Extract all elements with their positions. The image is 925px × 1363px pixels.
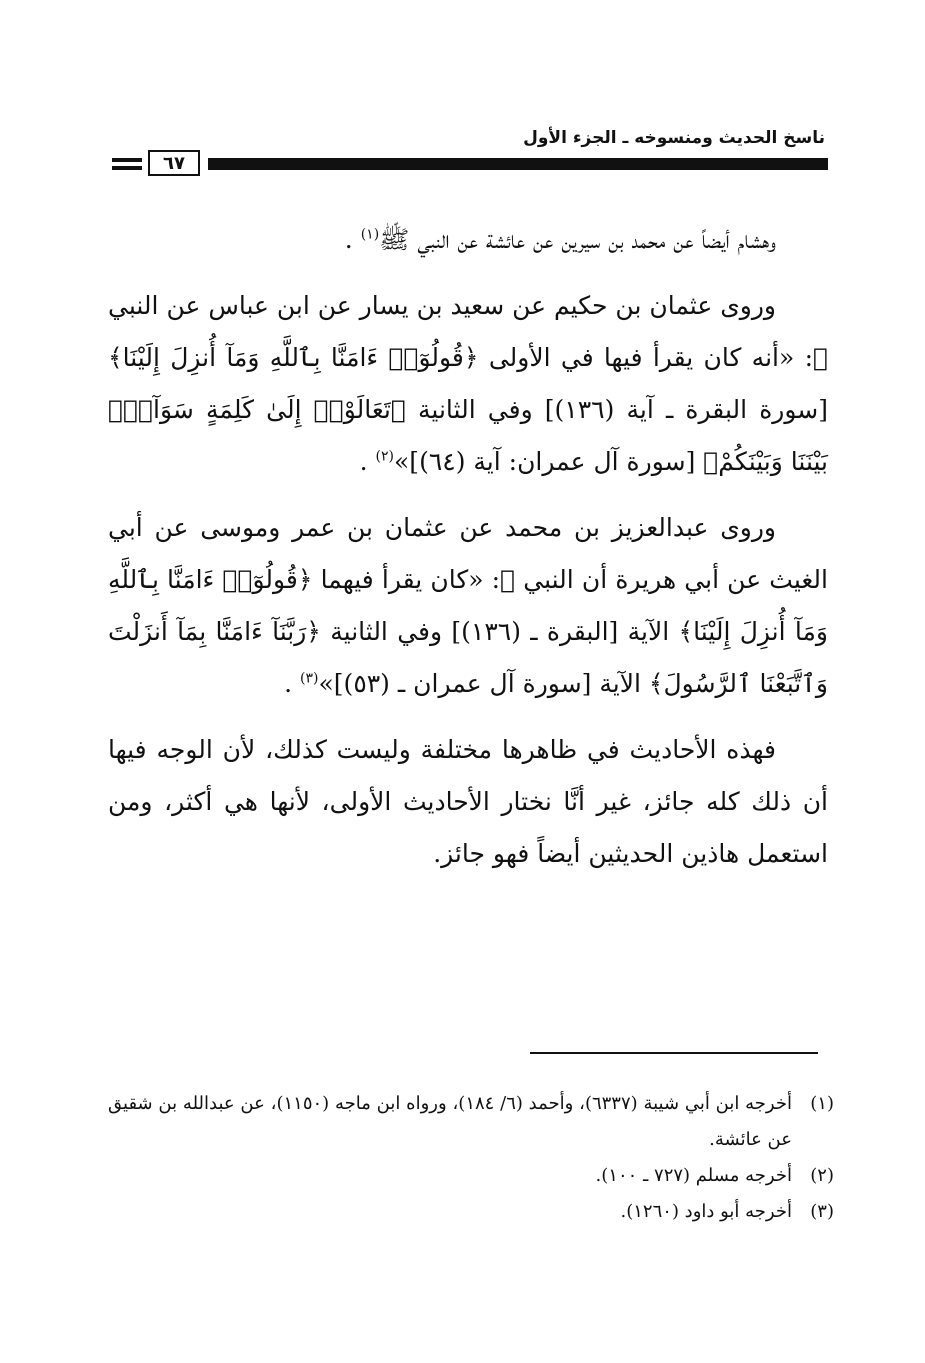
paragraph-1-text: وهشام أيضاً عن محمد بن سيرين عن عائشة عن النبي ﷺ [379,225,776,254]
header-rule-ornament [112,158,142,170]
running-title: ناسخ الحديث ومنسوخه ـ الجزء الأول [523,128,825,148]
footnote-text: أخرجه مسلم (٧٢٧ ـ ١٠٠). [595,1165,792,1186]
footnote-item [108,1086,834,1158]
paragraph-3-text: وروى عبدالعزيز بن محمد عن عثمان بن عمر وموسى عن أبي الغيث عن أبي هريرة أن النبي ﷺ: «كان يقرأ فيهما ﴿قُولُوٓا۟ ءَامَنَّا بِٱللَّهِ وَمَآ أُنزِلَ إِلَيْنَا﴾ الآية [البقرة ـ (١٣٦)] وفي الثانية ﴿رَبَّنَآ ءَامَنَّا بِمَآ أَنزَلْتَ وَٱتَّبَعْنَا ٱلرَّسُولَ﴾ الآية [سورة آل عمران ـ (٥٣)]» [108,513,828,698]
footnote-item [108,1158,834,1194]
main-text [108,214,828,894]
footnote-text: أخرجه ابن أبي شيبة (٦٣٣٧)، وأحمد (٦/ ١٨٤)، ورواه ابن ماجه (١١٥٠)، عن عبدالله بن شقيق عن عائشة. [108,1093,792,1150]
footnote-item [108,1194,834,1230]
footnote-ref-1: (١) [360,226,380,243]
footnotes [108,1086,834,1230]
paragraph-2-text: وروى عثمان بن حكيم عن سعيد بن يسار عن ابن عباس عن النبي ﷺ: «أنه كان يقرأ فيها في الأولى ﴿قُولُوٓا۟ ءَامَنَّا بِٱللَّهِ وَمَآ أُنزِلَ إِلَيْنَا﴾ [سورة البقرة ـ آية (١٣٦)] وفي الثانية ﴿تَعَالَوْا۟ إِلَىٰ كَلِمَةٍ سَوَآءٍۭ بَيْنَنَا وَبَيْنَكُمْ﴾ [سورة آل عمران: آية (٦٤)]» [108,291,828,476]
paragraph-3: وروى عبدالعزيز بن محمد عن عثمان بن عمر وموسى عن أبي الغيث عن أبي هريرة أن النبي ﷺ: «كان يقرأ فيهما ﴿قُولُوٓا۟ ءَامَنَّا بِٱللَّهِ وَمَآ أُنزِلَ إِلَيْنَا﴾ الآية [البقرة ـ (١٣٦)] وفي الثانية ﴿رَبَّنَآ ءَامَنَّا بِمَآ أَنزَلْتَ وَٱتَّبَعْنَا ٱلرَّسُولَ﴾ الآية [سورة آل عمران ـ (٥٣)]»$^{(٣)}$ . [108,513,828,698]
paragraph-2: وروى عثمان بن حكيم عن سعيد بن يسار عن ابن عباس عن النبي ﷺ: «أنه كان يقرأ فيها في الأولى ﴿قُولُوٓا۟ ءَامَنَّا بِٱللَّهِ وَمَآ أُنزِلَ إِلَيْنَا﴾ [سورة البقرة ـ آية (١٣٦)] وفي الثانية ﴿تَعَالَوْا۟ إِلَىٰ كَلِمَةٍ سَوَآءٍۭ بَيْنَنَا وَبَيْنَكُمْ﴾ [سورة آل عمران: آية (٦٤)]»$^{(٢)}$ . [108,291,828,476]
paragraph-4: فهذه الأحاديث في ظاهرها مختلفة وليست كذلك، لأن الوجه فيها أن ذلك كله جائز، غير أنَّا نختار الأحاديث الأولى، لأنها هي أكثر، ومن استعمل هاذين الحديثين أيضاً فهو جائز. [108,735,828,868]
footnote-number: (٢) [810,1165,834,1186]
footnote-divider [530,1052,818,1054]
footnote-ref-3: (٣) [300,670,319,687]
footnote-number: (٣) [810,1201,834,1222]
header-rule-inner [208,163,828,165]
paragraph-1: وهشام أيضاً عن محمد بن سيرين عن عائشة عن النبي ﷺ$^{(١)}$ . [344,225,776,254]
footnote-number: (١) [810,1093,834,1114]
footnote-ref-2: (٢) [375,448,395,465]
footnote-text: أخرجه أبو داود (١٢٦٠). [620,1201,792,1222]
page-number: ٦٧ [148,150,200,176]
